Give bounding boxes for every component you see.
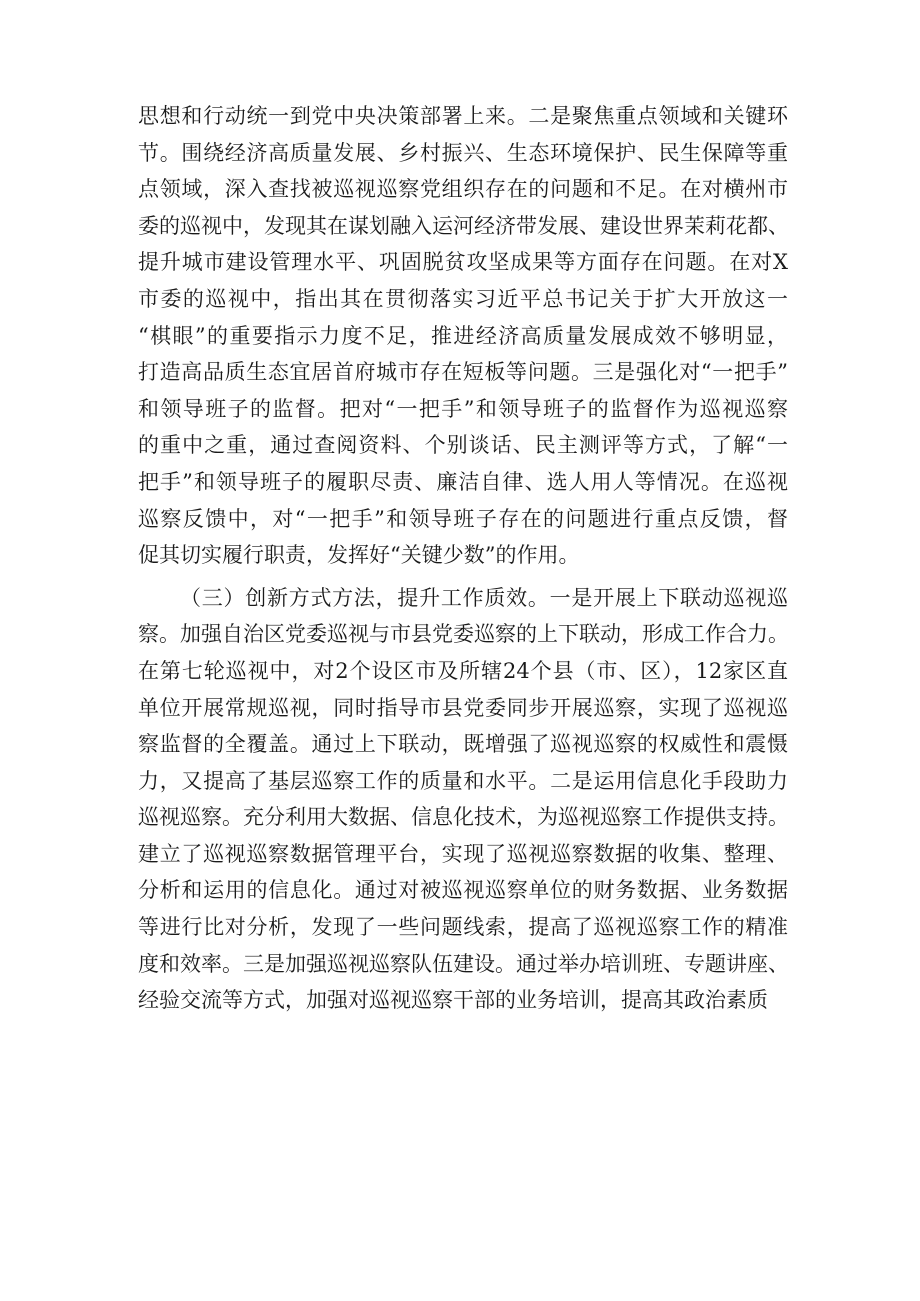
text-line: 点领域，深入查找被巡视巡察党组织存在的问题和不足。在对横州市 (138, 177, 788, 202)
text-line: 力，又提高了基层巡察工作的质量和水平。二是运用信息化手段助力 (138, 768, 788, 793)
text-line: “棋眼”的重要指示力度不足，推进经济高质量发展成效不够明显， (138, 323, 788, 348)
text-line: （三）创新方式方法，提升工作质效。一是开展上下联动巡视巡 (180, 585, 788, 610)
text-line: 建立了巡视巡察数据管理平台，实现了巡视巡察数据的收集、整理、 (138, 841, 788, 866)
text-line: 促其切实履行职责，发挥好“关键少数”的作用。 (138, 543, 580, 568)
text-line: 经验交流等方式，加强对巡视巡察干部的业务培训，提高其政治素质 (138, 988, 768, 1013)
text-line: 等进行比对分析，发现了一些问题线索，提高了巡视巡察工作的精准 (138, 915, 788, 940)
text-line: 委的巡视中，发现其在谋划融入运河经济带发展、建设世界茉莉花都、 (138, 213, 789, 238)
text-line: 市委的巡视中，指出其在贯彻落实习近平总书记关于扩大开放这一 (138, 286, 788, 311)
text-line: 和领导班子的监督。把对“一把手”和领导班子的监督作为巡视巡察 (138, 396, 788, 421)
text-line: 在第七轮巡视中，对2个设区市及所辖24个县（市、区），12家区直 (138, 658, 788, 683)
text-line: 节。围绕经济高质量发展、乡村振兴、生态环境保护、民生保障等重 (138, 140, 788, 165)
paragraph-1 (138, 98, 788, 574)
text-line: 提升城市建设管理水平、巩固脱贫攻坚成果等方面存在问题。在对X (138, 250, 788, 275)
text-line: 察。加强自治区党委巡视与市县党委巡察的上下联动，形成工作合力。 (138, 622, 789, 647)
text-line: 度和效率。三是加强巡视巡察队伍建设。通过举办培训班、专题讲座、 (138, 951, 789, 976)
text-line: 打造高品质生态宜居首府城市存在短板等问题。三是强化对“一把手” (138, 360, 788, 385)
text-line: 巡察反馈中，对“一把手”和领导班子存在的问题进行重点反馈，督 (138, 506, 788, 531)
text-line: 把手”和领导班子的履职尽责、廉洁自律、选人用人等情况。在巡视 (138, 469, 788, 494)
text-line: 的重中之重，通过查阅资料、个别谈话、民主测评等方式，了解“一 (138, 433, 788, 458)
text-line: 思想和行动统一到党中央决策部署上来。二是聚焦重点领域和关键环 (138, 104, 788, 128)
text-line: 单位开展常规巡视，同时指导市县党委同步开展巡察，实现了巡视巡 (138, 695, 788, 720)
paragraph-2 (138, 580, 788, 1019)
document-body (138, 98, 788, 1019)
text-line: 分析和运用的信息化。通过对被巡视巡察单位的财务数据、业务数据 (138, 878, 788, 903)
text-line: 察监督的全覆盖。通过上下联动，既增强了巡视巡察的权威性和震慑 (138, 732, 788, 757)
text-line: 巡视巡察。充分利用大数据、信息化技术，为巡视巡察工作提供支持。 (138, 805, 789, 830)
